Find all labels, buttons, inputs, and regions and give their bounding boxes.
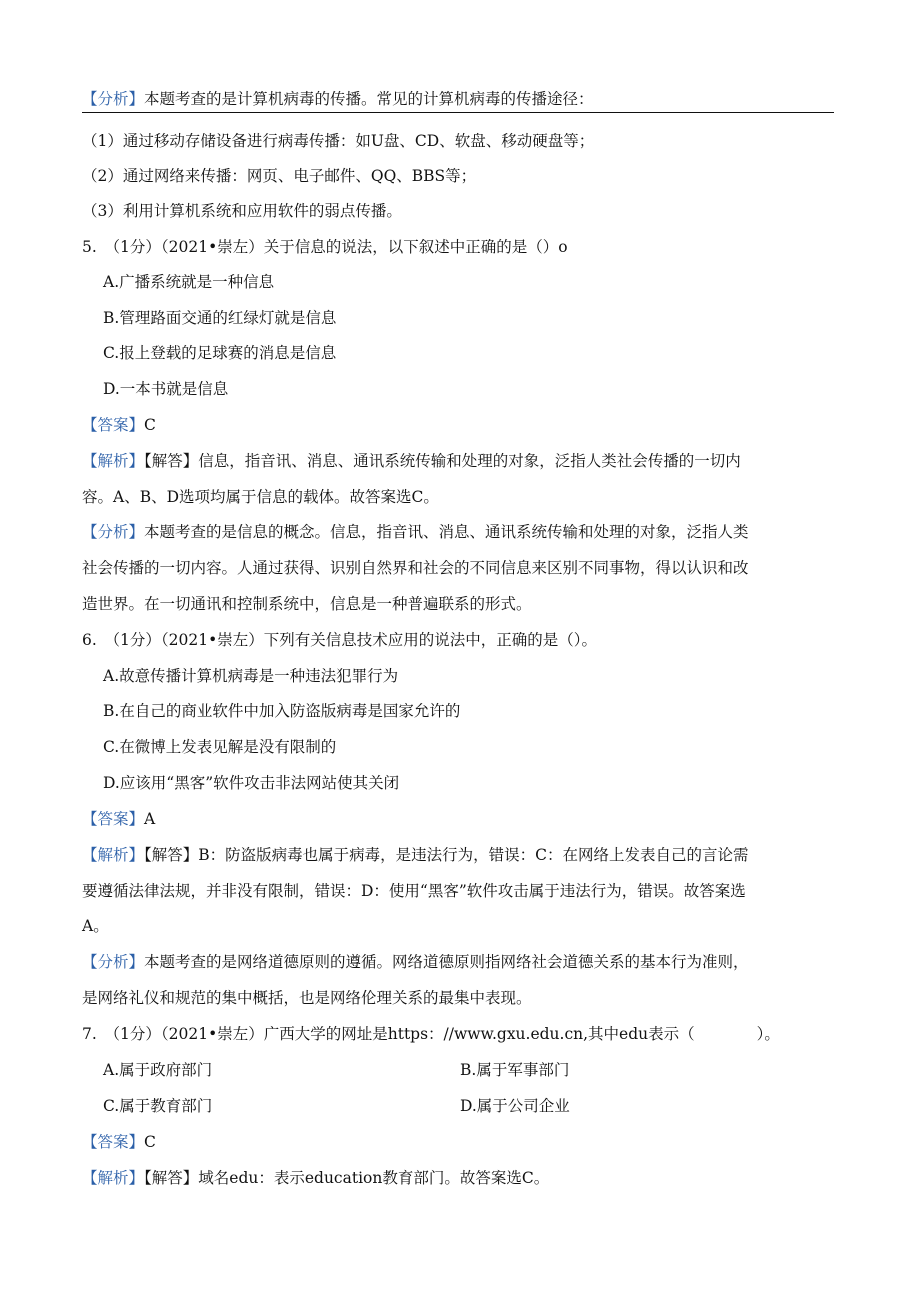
answer-tag: 【答案】 xyxy=(82,810,145,828)
divider-rule xyxy=(82,112,834,113)
question-6-option-d: D.应该用“黑客”软件攻击非法网站使其关闭 xyxy=(103,774,400,792)
answer-value: A xyxy=(144,810,156,828)
question-6-explain-line: 要遵循法律法规，并非没有限制，错误：D：使用“黑客”软件攻击属于违法行为，错误。故答案选 xyxy=(82,882,746,900)
explain-text: 【解答】域名edu：表示education教育部门。故答案选C。 xyxy=(144,1169,550,1187)
analysis-tag: 【分析】 xyxy=(82,953,145,971)
question-5-option-c: C.报上登载的足球赛的消息是信息 xyxy=(103,344,337,362)
answer-tag: 【答案】 xyxy=(82,416,145,434)
question-6-analysis-line xyxy=(82,952,749,972)
analysis-tag: 【分析】 xyxy=(82,523,145,541)
transmission-item: （2）通过网络来传播：网页、电子邮件、QQ、BBS等； xyxy=(82,167,477,185)
answer-tag: 【答案】 xyxy=(82,1133,145,1151)
analysis-text: 本题考查的是计算机病毒的传播。常见的计算机病毒的传播途径： xyxy=(144,90,594,108)
question-7-option-b: B.属于军事部门 xyxy=(460,1061,570,1079)
explain-tag: 【解析】 xyxy=(82,846,145,864)
transmission-item: （1）通过移动存储设备进行病毒传播：如U盘、CD、软盘、移动硬盘等； xyxy=(82,132,595,150)
question-7-option-d: D.属于公司企业 xyxy=(460,1097,570,1115)
question-5-analysis-line: 社会传播的一切内容。人通过获得、识别自然界和社会的不同信息来区别不同事物，得以认识和改 xyxy=(82,559,749,577)
question-6-option-c: C.在微博上发表见解是没有限制的 xyxy=(103,738,337,756)
question-5-explain-line xyxy=(82,451,741,471)
question-5-option-d: D.一本书就是信息 xyxy=(103,380,229,398)
question-5-stem: 5. （1分）（2021•崇左）关于信息的说法，以下叙述中正确的是（）o xyxy=(82,238,568,256)
question-6-explain-line xyxy=(82,845,749,865)
answer-value: C xyxy=(144,1133,156,1151)
explain-text: 【解答】B：防盗版病毒也属于病毒，是违法行为，错误：C：在网络上发表自己的言论需 xyxy=(144,846,749,864)
prev-analysis-line xyxy=(82,89,594,109)
explain-text: 【解答】信息，指音讯、消息、通讯系统传输和处理的对象，泛指人类社会传播的一切内 xyxy=(144,452,741,470)
question-5-option-b: B.管理路面交通的红绿灯就是信息 xyxy=(103,309,337,327)
question-6-analysis-line: 是网络礼仪和规范的集中概括，也是网络伦理关系的最集中表现。 xyxy=(82,989,532,1007)
analysis-text: 本题考查的是信息的概念。信息，指音讯、消息、通讯系统传输和处理的对象，泛指人类 xyxy=(144,523,749,541)
question-6-answer xyxy=(82,809,155,829)
question-5-answer xyxy=(82,415,156,435)
question-7-option-a: A.属于政府部门 xyxy=(103,1061,213,1079)
question-5-option-a: A.广播系统就是一种信息 xyxy=(103,273,275,291)
answer-value: C xyxy=(144,416,156,434)
question-5-analysis-line xyxy=(82,522,749,542)
explain-tag: 【解析】 xyxy=(82,452,145,470)
question-7-explain-line xyxy=(82,1168,549,1188)
question-5-explain-line: 容。A、B、D选项均属于信息的载体。故答案选C。 xyxy=(82,488,439,506)
question-7-stem: 7. （1分）（2021•崇左）广西大学的网址是https：//www.gxu.edu.cn,其中edu表示（ ）。 xyxy=(82,1025,780,1043)
explain-tag: 【解析】 xyxy=(82,1169,145,1187)
question-5-analysis-line: 造世界。在一切通讯和控制系统中，信息是一种普遍联系的形式。 xyxy=(82,595,532,613)
question-6-stem: 6. （1分）（2021•崇左）下列有关信息技术应用的说法中，正确的是（）。 xyxy=(82,631,597,649)
transmission-item: （3）利用计算机系统和应用软件的弱点传播。 xyxy=(82,202,402,220)
question-7-answer xyxy=(82,1132,156,1152)
question-6-option-a: A.故意传播计算机病毒是一种违法犯罪行为 xyxy=(103,667,399,685)
analysis-text: 本题考查的是网络道德原则的遵循。网络道德原则指网络社会道德关系的基本行为准则， xyxy=(144,953,749,971)
question-6-option-b: B.在自己的商业软件中加入防盗版病毒是国家允许的 xyxy=(103,702,461,720)
analysis-tag: 【分析】 xyxy=(82,90,145,108)
question-7-option-c: C.属于教育部门 xyxy=(103,1097,213,1115)
question-6-explain-line: A。 xyxy=(82,917,109,935)
